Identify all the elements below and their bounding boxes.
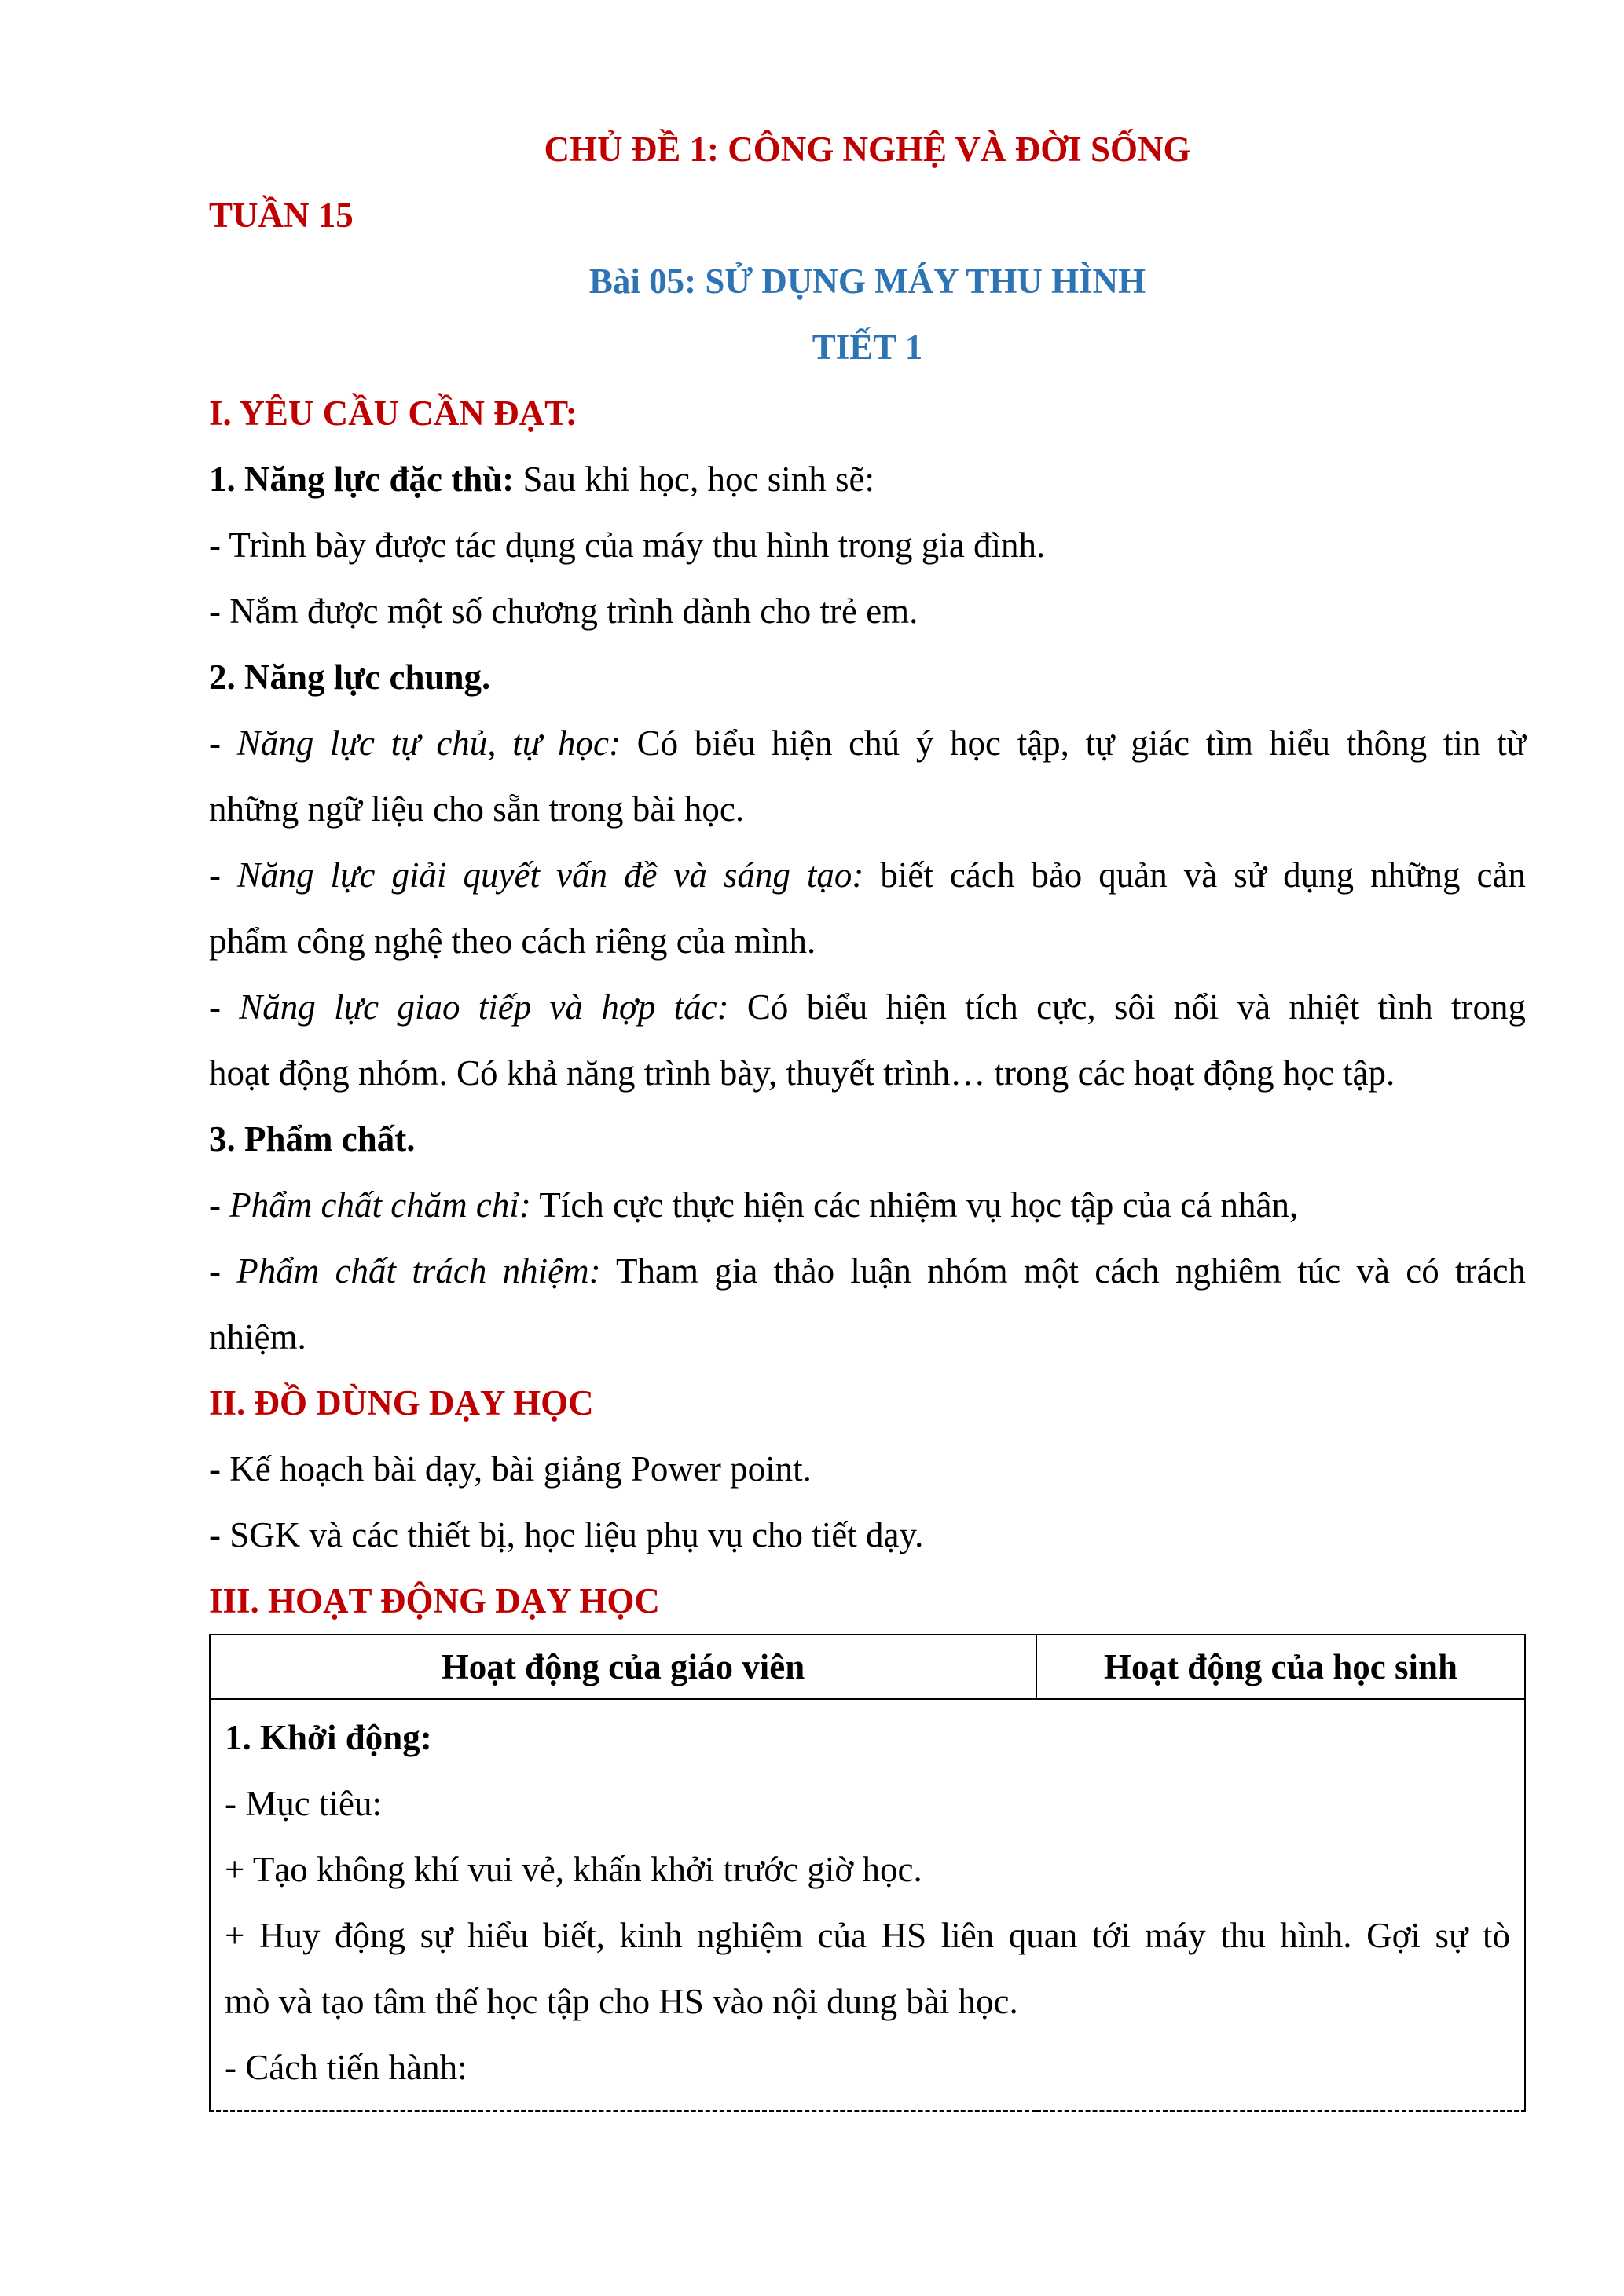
cell-line: + Huy động sự hiểu biết, kinh nghiệm của HS liên quan tới máy thu hình. Gợi sự tò [225, 1916, 1510, 1955]
subsection-1-label: 1. Năng lực đặc thù: [209, 460, 515, 499]
cell-line: + Tạo không khí vui vẻ, khấn khởi trước giờ học. [225, 1850, 922, 1889]
period-label: TIẾT 1 [812, 328, 923, 367]
competency-text: Có biểu hiện chú ý học tập, tự giác tìm hiểu thông tin từ [620, 723, 1526, 763]
subsection-1 [209, 446, 1526, 512]
bullet-dash: - [209, 987, 240, 1027]
competency-label: Năng lực giao tiếp và hợp tác: [239, 987, 729, 1027]
activity-table [209, 1634, 1526, 2112]
quality-text: Tích cực thực hiện các nhiệm vụ học tập của cá nhân, [530, 1185, 1299, 1225]
step-title-text: 1. Khởi động: [225, 1718, 432, 1757]
week-label: TUẦN 15 [209, 196, 354, 235]
subsection-1-text: Sau khi học, học sinh sẽ: [514, 460, 874, 499]
quality-continuation: nhiệm. [209, 1317, 306, 1357]
quality-item [209, 1238, 1526, 1304]
competency-item [209, 710, 1526, 776]
competency-text: biết cách bảo quản và sử dụng những cản [863, 855, 1526, 895]
competency-continuation: hoạt động nhóm. Có khả năng trình bày, thuyết trình… trong các hoạt động học tập. [209, 1053, 1395, 1093]
section-3-heading: III. HOẠT ĐỘNG DẠY HỌC [209, 1581, 660, 1620]
competency-text: Có biểu hiện tích cực, sôi nổi và nhiệt tình trong [728, 987, 1526, 1027]
competency-item [209, 842, 1526, 908]
bullet-dash: - [209, 855, 237, 895]
header-student: Hoạt động của học sinh [1036, 1635, 1525, 1699]
section-1-heading: I. YÊU CẦU CẦN ĐẠT: [209, 394, 577, 433]
step-title [225, 1705, 1510, 1771]
subsection-3 [209, 1106, 1526, 1172]
bullet-dash: - [209, 1185, 230, 1225]
list-item: - Nắm được một số chương trình dành cho trẻ em. [209, 591, 918, 631]
subsection-2 [209, 644, 1526, 710]
warmup-cell [210, 1699, 1525, 2111]
quality-label: Phẩm chất chăm chỉ: [229, 1185, 531, 1225]
competency-continuation: phẩm công nghệ theo cách riêng của mình. [209, 921, 816, 961]
cell-line: - Mục tiêu: [225, 1784, 382, 1823]
competency-label: Năng lực giải quyết vấn đề và sáng tạo: [237, 855, 864, 895]
competency-item [209, 974, 1526, 1040]
subsection-2-label: 2. Năng lực chung. [209, 657, 491, 697]
section-2-heading: II. ĐỒ DÙNG DẠY HỌC [209, 1383, 594, 1423]
bullet-dash: - [209, 723, 237, 763]
topic-title: CHỦ ĐỀ 1: CÔNG NGHỆ VÀ ĐỜI SỐNG [544, 130, 1191, 169]
table-row [210, 1699, 1525, 2111]
bullet-dash: - [209, 1251, 237, 1291]
list-item: - Kế hoạch bài dạy, bài giảng Power point. [209, 1449, 812, 1489]
competency-label: Năng lực tự chủ, tự học: [236, 723, 621, 763]
quality-text: Tham gia thảo luận nhóm một cách nghiêm túc và có trách [600, 1251, 1526, 1291]
subsection-3-label: 3. Phẩm chất. [209, 1119, 416, 1159]
table-header-row [210, 1635, 1525, 1699]
quality-label: Phẩm chất trách nhiệm: [236, 1251, 601, 1291]
cell-line: mò và tạo tâm thế học tập cho HS vào nội dung bài học. [225, 1982, 1018, 2021]
list-item: - Trình bày được tác dụng của máy thu hình trong gia đình. [209, 525, 1046, 565]
competency-continuation: những ngữ liệu cho sẵn trong bài học. [209, 789, 745, 829]
list-item: - SGK và các thiết bị, học liệu phụ vụ cho tiết dạy. [209, 1515, 924, 1554]
cell-line: - Cách tiến hành: [225, 2048, 467, 2087]
lesson-title: Bài 05: SỬ DỤNG MÁY THU HÌNH [588, 262, 1146, 301]
quality-item [209, 1172, 1526, 1238]
header-teacher: Hoạt động của giáo viên [210, 1635, 1036, 1699]
